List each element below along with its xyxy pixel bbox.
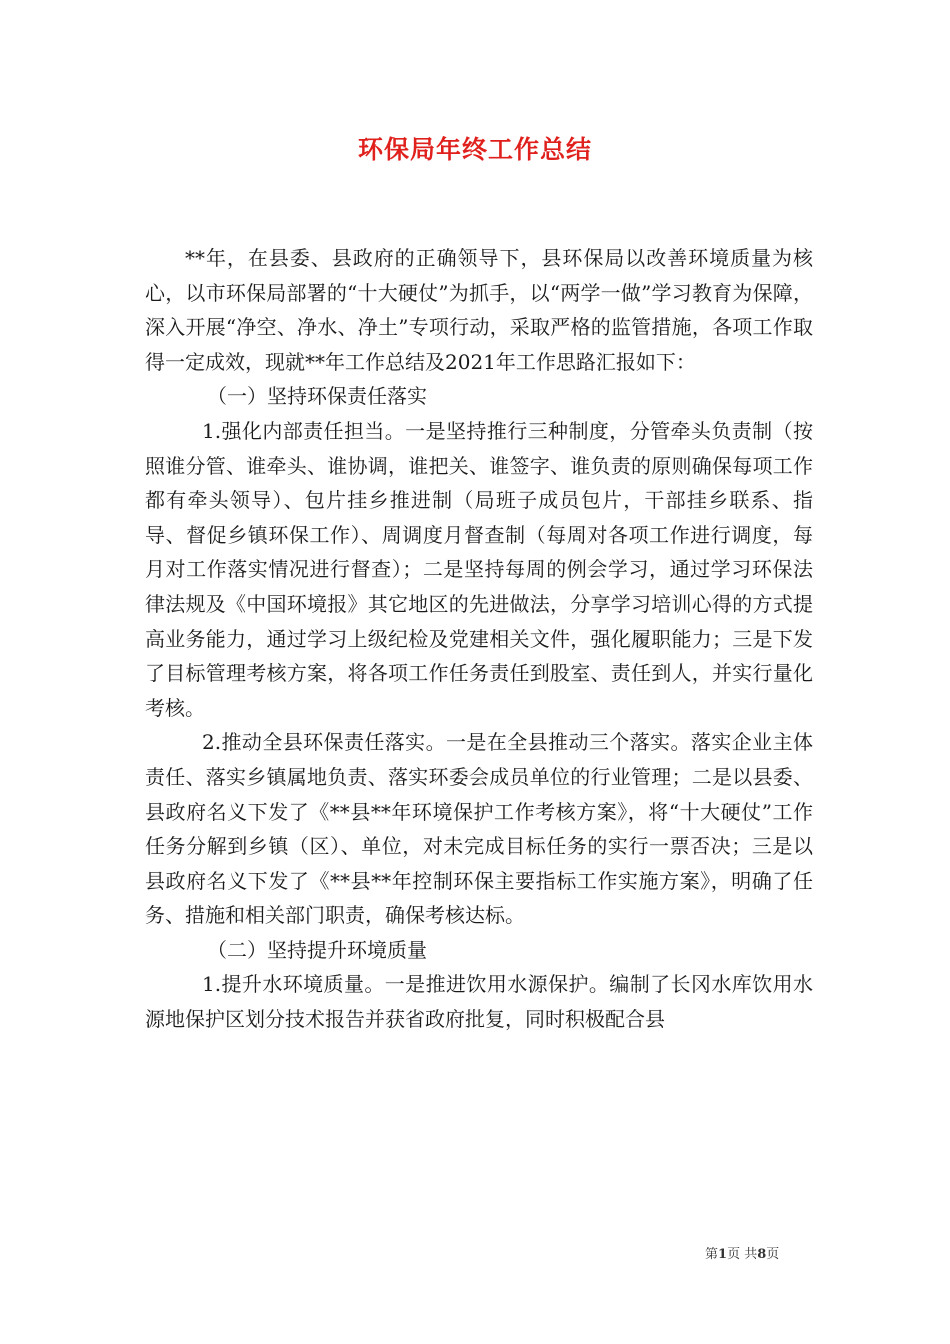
document-title: 环保局年终工作总结 [357,135,592,164]
footer-prefix: 第 [705,1247,719,1262]
footer-middle: 页 共 [727,1247,758,1262]
section-heading-1: （一）坚持环保责任落实 [207,384,427,409]
item-paragraph-1-2: 2.推动全县环保责任落实。一是在全县推动三个落实。落实企业主体责任、落实乡镇属地负责、落实环委会成员单位的行业管理；二是以县委、县政府名义下发了《**县**年环境保护工作考核方案》，将“十大硬仗”工作任务分解到乡镇（区）、单位，对未完成目标任务的实行一票否决；三是以县政府名义下发了《**县**年控制环保主要指标工作实施方案》，明确了任务、措施和相关部门职责，确保考核达标。 [145,730,813,928]
footer-current-page: 1 [718,1247,728,1262]
intro-paragraph: **年，在县委、县政府的正确领导下，县环保局以改善环境质量为核心，以市环保局部署的“十大硬仗”为抓手，以“两学一做”学习教育为保障，深入开展“净空、净水、净土”专项行动，采取严格的监管措施，各项工作取得一定成效，现就**年工作总结及2021年工作思路汇报如下： [145,246,813,374]
item-paragraph-2-1: 1.提升水环境质量。一是推进饮用水源保护。编制了长冈水库饮用水源地保护区划分技术报告并获省政府批复，同时积极配合县 [145,972,813,1032]
item-paragraph-1-1: 1.强化内部责任担当。一是坚持推行三种制度，分管牵头负责制（按照谁分管、谁牵头、谁协调，谁把关、谁签字、谁负责的原则确保每项工作都有牵头领导）、包片挂乡推进制（局班子成员包片，干部挂乡联系、指导、督促乡镇环保工作）、周调度月督查制（每周对各项工作进行调度，每月对工作落实情况进行督查）；二是坚持每周的例会学习，通过学习环保法律法规及《中国环境报》其它地区的先进做法，分享学习培训心得的方式提高业务能力，通过学习上级纪检及党建相关文件，强化履职能力；三是下发了目标管理考核方案，将各项工作任务责任到股室、责任到人，并实行量化考核。 [145,418,813,720]
section-heading-2: （二）坚持提升环境质量 [207,937,427,962]
footer-suffix: 页 [766,1247,780,1262]
document-body [145,241,813,1037]
footer-total-pages: 8 [757,1247,767,1262]
page-footer [705,1245,779,1265]
